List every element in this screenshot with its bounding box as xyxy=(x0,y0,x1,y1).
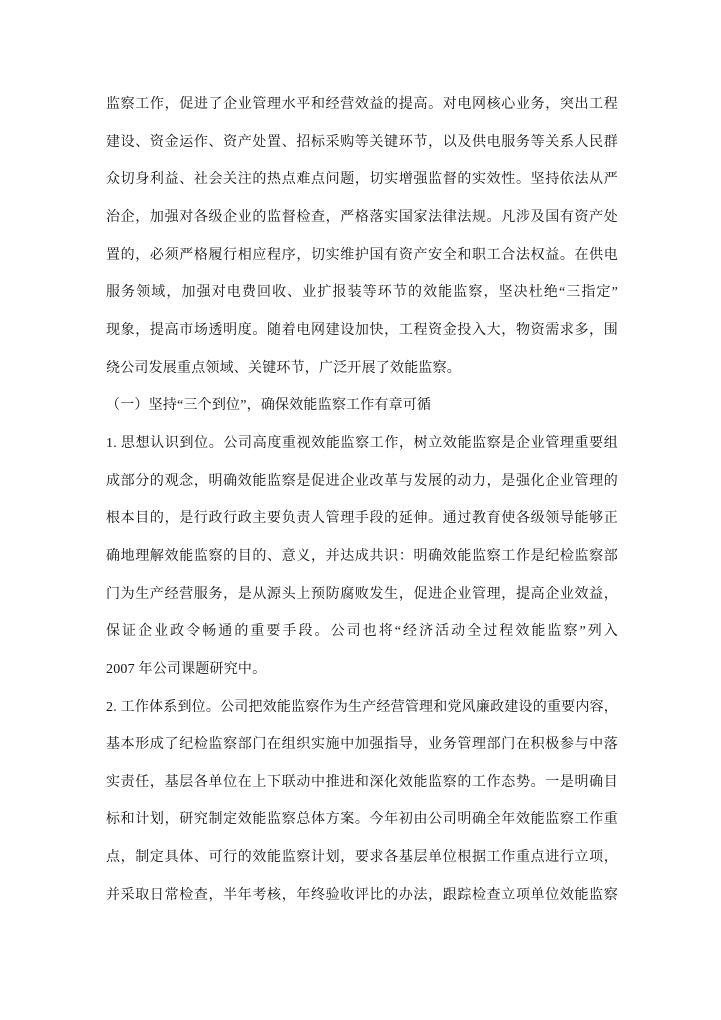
text-line: 2007 年公司课题研究中。 xyxy=(106,661,267,677)
text-line: 监察工作，促进了企业管理水平和经营效益的提高。对电网核心业务，突出工程 xyxy=(106,97,618,112)
text-line: 置的，必须严格履行相应程序，切实维护国有资产安全和职工合法权益。在供电 xyxy=(106,247,618,263)
text-line: 门为生产经营服务，是从源头上预防腐败发生，促进企业管理，提高企业效益， xyxy=(106,586,618,602)
text-line: 治企，加强对各级企业的监督检查，严格落实国家法律法规。凡涉及国有资产处 xyxy=(106,209,618,225)
text-line: 并采取日常检查，半年考核，年终验收评比的办法，跟踪检查立项单位效能监察 xyxy=(106,887,618,903)
text-line: 现象，提高市场透明度。随着电网建设加快，工程资金投入大，物资需求多，围 xyxy=(106,322,618,338)
text-line: 建设、资金运作、资产处置、招标采购等关键环节，以及供电服务等关系人民群 xyxy=(106,134,618,150)
text-line: （一）坚持“三个到位”，确保效能监察工作有章可循 xyxy=(106,398,432,414)
text-line: 实责任，基层各单位在上下联动中推进和深化效能监察的工作态势。一是明确目 xyxy=(106,774,618,790)
text-line: 绕公司发展重点领域、关键环节，广泛开展了效能监察。 xyxy=(106,360,461,376)
text-line: 确地理解效能监察的目的、意义，并达成共识：明确效能监察工作是纪检监察部 xyxy=(106,548,618,564)
text-line: 众切身利益、社会关注的热点难点问题，切实增强监督的实效性。坚持依法从严 xyxy=(106,172,618,188)
text-line: 服务领域，加强对电费回收、业扩报装等环节的效能监察，坚决杜绝“三指定” xyxy=(106,285,618,301)
text-line: 基本形成了纪检监察部门在组织实施中加强指导，业务管理部门在积极参与中落 xyxy=(106,737,618,753)
text-line: 成部分的观念，明确效能监察是促进企业改革与发展的动力，是强化企业管理的 xyxy=(106,473,618,489)
text-line: 保证企业政令畅通的重要手段。公司也将“经济活动全过程效能监察”列入 xyxy=(106,624,618,640)
text-line: 2. 工作体系到位。公司把效能监察作为生产经营管理和党风廉政建设的重要内容， xyxy=(106,699,618,715)
text-line: 标和计划，研究制定效能监察总体方案。今年初由公司明确全年效能监察工作重 xyxy=(106,812,618,828)
text-line: 根本目的，是行政行政主要负责人管理手段的延伸。通过教育使各级领导能够正 xyxy=(106,511,618,527)
document-body xyxy=(106,86,618,914)
text-line: 1. 思想认识到位。公司高度重视效能监察工作，树立效能监察是企业管理重要组 xyxy=(106,435,618,451)
text-line: 点，制定具体、可行的效能监察计划，要求各基层单位根据工作重点进行立项， xyxy=(106,850,618,866)
